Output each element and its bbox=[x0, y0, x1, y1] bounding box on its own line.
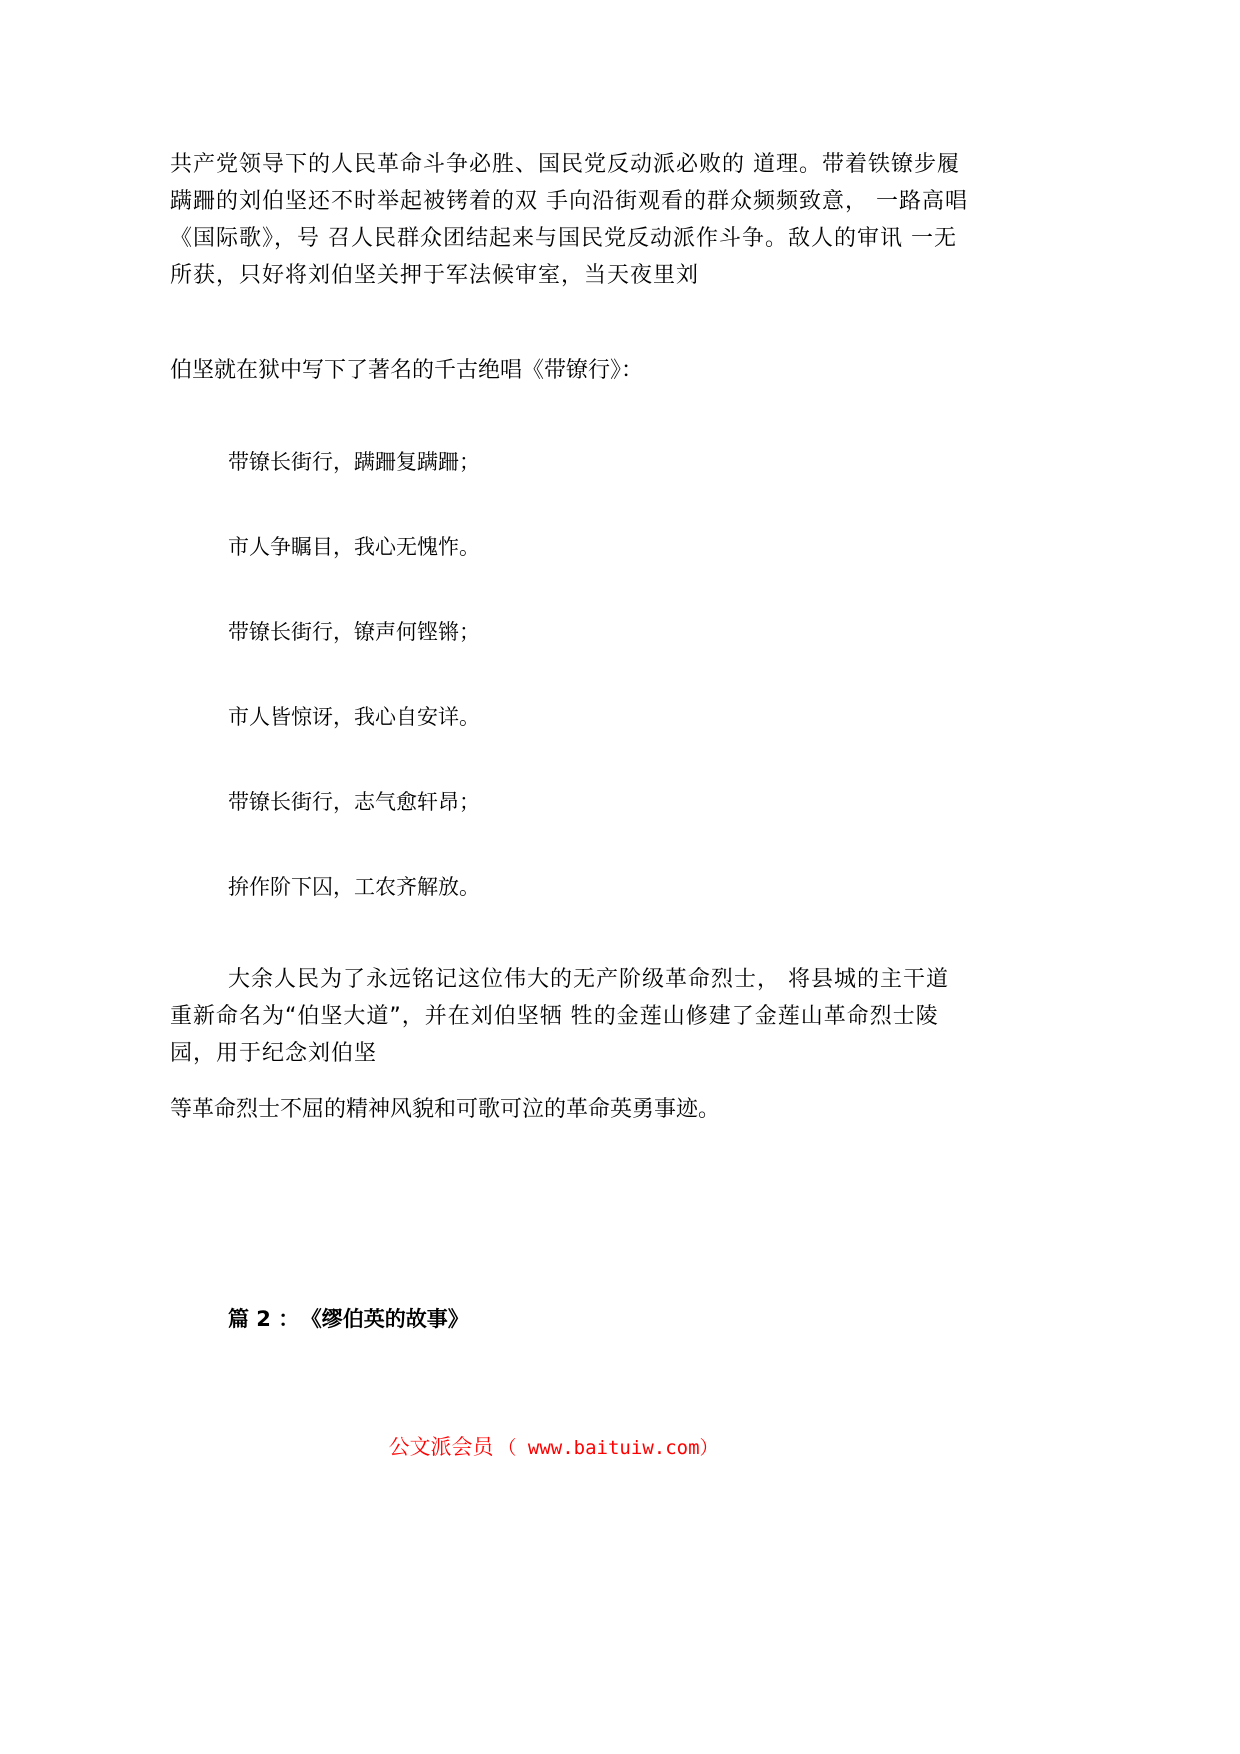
poem-line: 市人皆惊讶，我心自安详。 bbox=[228, 705, 480, 729]
poem-line: 带镣长街行，蹒跚复蹒跚； bbox=[228, 450, 480, 474]
poem-line: 拚作阶下囚，工农齐解放。 bbox=[228, 875, 480, 899]
section-heading-title: 《缪伯英的故事》 bbox=[311, 1307, 469, 1331]
poem-line: 带镣长街行，志气愈轩昂； bbox=[228, 790, 480, 814]
footer-url[interactable]: （ www.baituiw.com） bbox=[497, 1437, 719, 1459]
body-paragraph: 共产党领导下的人民革命斗争必胜、国民党反动派必败的 道理。带着铁镣步履蹒跚的刘伯坚还不时举起被铐着的双 手向沿街观看的群众频频致意， 一路高唱《国际歌》，号 召人民群众团结起来与国民党反动派作斗争。敌人的审讯 一无所获，只好将刘伯坚关押于军法候审室，当天夜里刘 bbox=[170, 152, 968, 288]
poem-line: 带镣长街行，镣声何铿锵； bbox=[228, 620, 480, 644]
body-paragraph: 等革命烈士不屈的精神风貌和可歌可泣的革命英勇事迹。 bbox=[170, 1097, 721, 1122]
body-paragraph: 伯坚就在狱中写下了著名的千古绝唱《带镣行》： bbox=[170, 358, 644, 383]
footer-name: 公文派会员 bbox=[388, 1435, 494, 1459]
poem-line: 市人争瞩目，我心无愧怍。 bbox=[228, 535, 480, 559]
section-heading bbox=[228, 1304, 469, 1334]
footer-watermark bbox=[0, 1432, 1107, 1463]
body-paragraph: 大余人民为了永远铭记这位伟大的无产阶级革命烈士， 将县城的主干道重新命名为“伯坚大道”，并在刘伯坚牺 牲的金莲山修建了金莲山革命烈士陵园，用于纪念刘伯坚 bbox=[170, 967, 949, 1066]
section-heading-label: 篇 2 ： bbox=[228, 1307, 300, 1331]
